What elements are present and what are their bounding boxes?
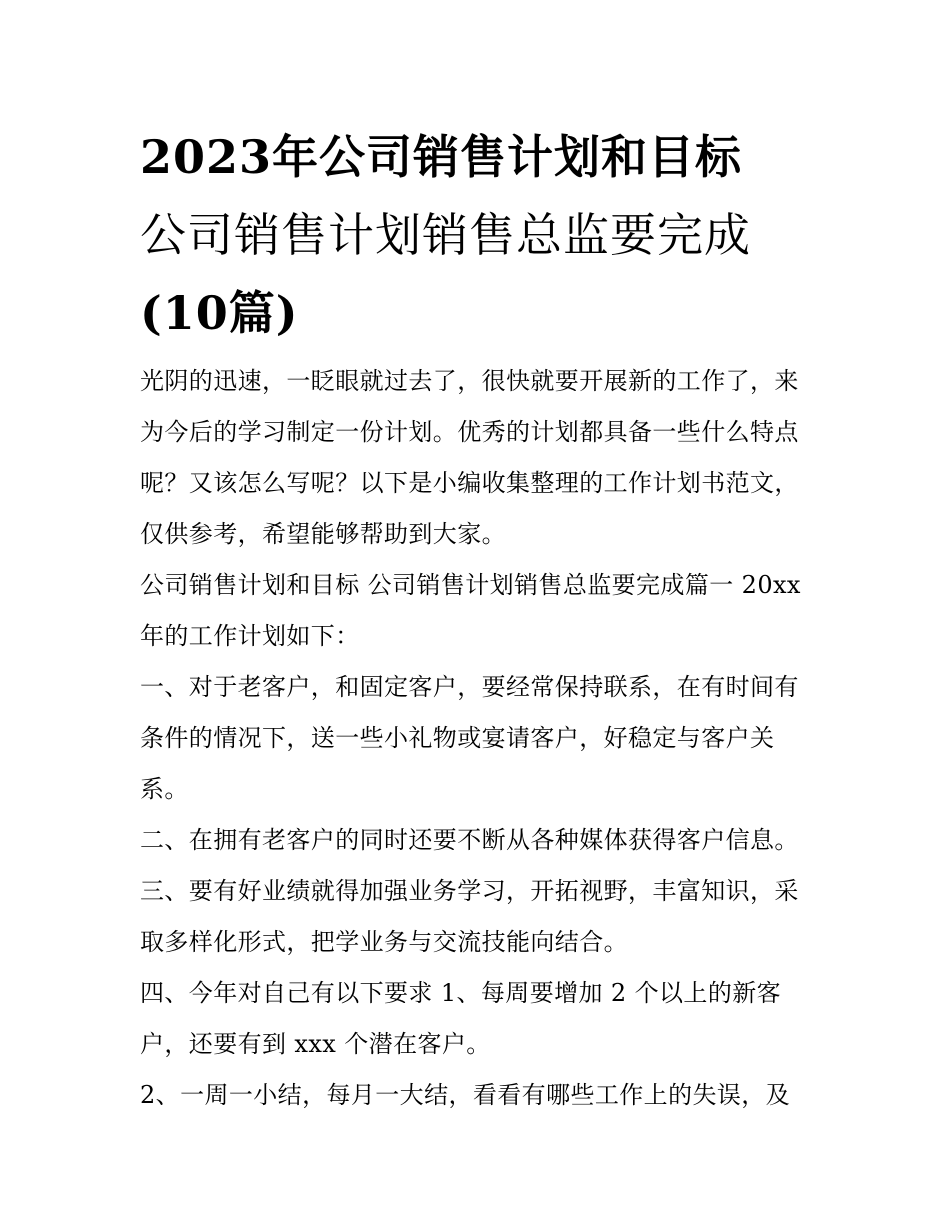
document-title — [140, 118, 820, 352]
body-line: 光阴的迅速，一眨眼就过去了，很快就要开展新的工作了，来 — [140, 367, 799, 395]
document-body — [140, 356, 820, 1121]
body-line: 呢？又该怎么写呢？以下是小编收集整理的工作计划书范文， — [140, 469, 799, 497]
title-line-1: 2023年公司销售计划和目标 — [140, 130, 743, 184]
body-line: 三、要有好业绩就得加强业务学习，开拓视野，丰富知识，采 — [140, 877, 799, 905]
body-line: 一、对于老客户，和固定客户，要经常保持联系，在有时间有 — [140, 673, 799, 701]
body-line: 系。 — [140, 775, 189, 803]
body-line: 2、一周一小结，每月一大结，看看有哪些工作上的失误，及 — [140, 1081, 791, 1109]
body-line: 年的工作计划如下： — [140, 622, 360, 650]
title-line-3: (10篇) — [140, 286, 299, 340]
body-line: 户，还要有到 xxx 个潜在客户。 — [140, 1030, 491, 1058]
body-line: 为今后的学习制定一份计划。优秀的计划都具备一些什么特点 — [140, 418, 799, 446]
body-line: 四、今年对自己有以下要求 1、每周要增加 2 个以上的新客 — [140, 979, 782, 1007]
body-line: 条件的情况下，送一些小礼物或宴请客户，好稳定与客户关 — [140, 724, 775, 752]
title-line-2: 公司销售计划销售总监要完成 — [140, 208, 751, 262]
body-line: 公司销售计划和目标 公司销售计划销售总监要完成篇一 20xx — [140, 571, 801, 599]
body-line: 仅供参考，希望能够帮助到大家。 — [140, 520, 506, 548]
body-line: 取多样化形式，把学业务与交流技能向结合。 — [140, 928, 628, 956]
body-line: 二、在拥有老客户的同时还要不断从各种媒体获得客户信息。 — [140, 826, 799, 854]
